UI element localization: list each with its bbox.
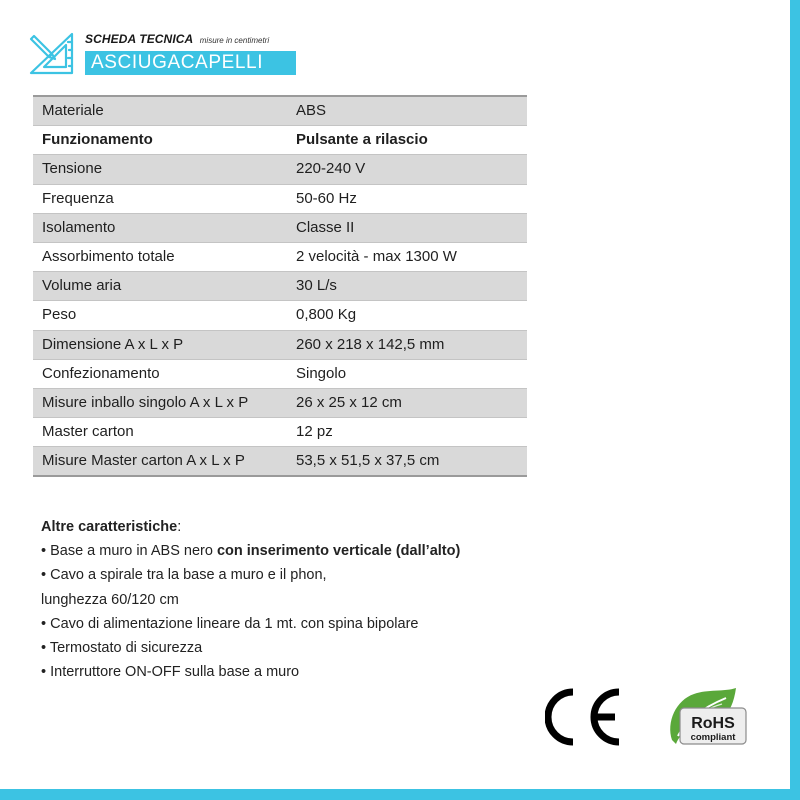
spec-value: 220-240 V [296,155,527,184]
spec-row [33,272,527,301]
ce-mark-icon [545,688,623,746]
product-name: ASCIUGACAPELLI [85,51,296,75]
spec-value: Singolo [296,359,527,388]
features-heading [41,515,460,539]
feature-item [41,539,460,563]
spec-value: 2 velocità - max 1300 W [296,242,527,271]
sheet-subtitle: misure in centimetri [199,36,270,45]
spec-table [33,95,527,477]
spec-value: ABS [296,96,527,126]
spec-row [33,155,527,184]
feature-item: • Interruttore ON-OFF sulla base a muro [41,664,300,681]
spec-label: Dimensione A x L x P [33,330,296,359]
spec-label: Misure inballo singolo A x L x P [33,388,296,417]
rohs-sub-label: compliant [690,732,736,743]
spec-row [33,184,527,213]
spec-row [33,126,527,155]
header [28,28,308,78]
spec-value: Pulsante a rilascio [296,126,527,155]
spec-row [33,301,527,330]
features-heading-text: Altre caratteristiche [41,519,178,535]
spec-row [33,447,527,477]
spec-label: Tensione [33,155,296,184]
features-section [41,515,460,684]
feature-item-continuation: lunghezza 60/120 cm [41,591,179,608]
spec-label: Volume aria [33,272,296,301]
spec-row [33,213,527,242]
spec-row [33,330,527,359]
feature-item: • Cavo a spirale tra la base a muro e il phon, [41,567,327,584]
spec-value: Classe II [296,213,527,242]
feature-item-text: • Base a muro in ABS nero [41,543,217,560]
spec-value: 0,800 Kg [296,301,527,330]
rohs-compliant-icon [664,686,750,748]
feature-item-emphasis: con inserimento verticale (dall’alto) [216,543,461,560]
spec-row [33,96,527,126]
spec-value: 30 L/s [296,272,527,301]
spec-value: 12 pz [296,418,527,447]
spec-row [33,418,527,447]
spec-label: Frequenza [33,184,296,213]
frame-border-bottom [0,789,800,800]
sheet-title: SCHEDA TECNICA [85,32,194,46]
feature-item: • Cavo di alimentazione lineare da 1 mt. con spina bipolare [41,615,419,632]
rohs-label: RoHS [691,715,735,732]
spec-label: Assorbimento totale [33,242,296,271]
spec-value: 260 x 218 x 142,5 mm [296,330,527,359]
spec-label: Confezionamento [33,359,296,388]
spec-label: Peso [33,301,296,330]
spec-value: 53,5 x 51,5 x 37,5 cm [296,447,527,477]
spec-label: Materiale [33,96,296,126]
spec-row [33,359,527,388]
spec-label: Funzionamento [33,126,296,155]
features-heading-colon: : [177,519,182,535]
spec-row [33,388,527,417]
spec-value: 50-60 Hz [296,184,527,213]
ruler-pencil-icon [28,30,78,76]
spec-row [33,242,527,271]
frame-border-right [790,0,800,800]
spec-value: 26 x 25 x 12 cm [296,388,527,417]
spec-label: Misure Master carton A x L x P [33,447,296,477]
feature-item: • Termostato di sicurezza [41,640,203,657]
spec-label: Isolamento [33,213,296,242]
spec-label: Master carton [33,418,296,447]
